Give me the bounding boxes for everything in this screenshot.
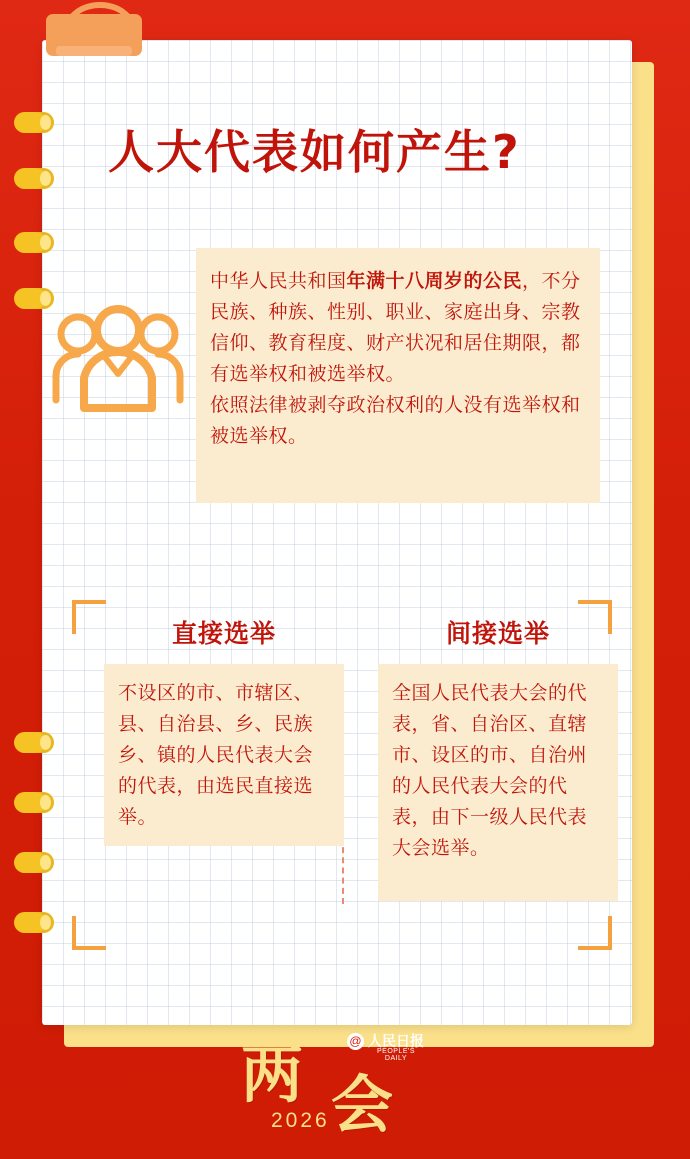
direct-election-column: [104, 614, 344, 846]
indirect-election-heading: 间接选举: [445, 619, 550, 648]
corner-bracket-top-left: [72, 600, 106, 634]
statement-line4: 财产状况和居住期限，都有选举权: [210, 332, 581, 385]
election-types-section: [72, 600, 612, 950]
direct-election-heading: 直接选举: [171, 619, 276, 648]
statement-line5: 和被选举权。: [288, 363, 406, 385]
paper-clip-bar: [56, 46, 132, 56]
spiral-ring: [14, 168, 54, 189]
corner-bracket-bottom-right: [578, 916, 612, 950]
publisher-badge: [347, 1031, 424, 1062]
spiral-ring: [14, 288, 54, 309]
publisher-name: 人民日报: [368, 1034, 424, 1050]
lianghui-char-2: 会: [331, 1068, 394, 1141]
spiral-ring: [14, 232, 54, 253]
indirect-election-column: [378, 614, 618, 901]
lianghui-logo: [235, 1025, 455, 1141]
statement-line1-prefix: 中华人民共和国: [210, 270, 347, 292]
indirect-election-body: [378, 664, 618, 901]
spiral-ring: [14, 112, 54, 133]
spiral-ring: [14, 732, 54, 753]
direct-election-text: 不设区的市、市辖区、县、自治县、乡、民族乡、镇的人民代表大会的代表，由选民直接选举。: [118, 682, 314, 828]
spiral-ring: [14, 792, 54, 813]
lianghui-year: 2026: [271, 1109, 330, 1132]
direct-election-body: [104, 664, 344, 846]
people-group-icon: [48, 300, 188, 420]
page-title: 人大代表如何产生?: [108, 125, 521, 179]
spiral-ring: [14, 852, 54, 873]
lianghui-char-1: 两: [241, 1038, 304, 1111]
statement-line1-highlight: 年满十八周岁的公: [346, 270, 503, 292]
spiral-ring: [14, 912, 54, 933]
publisher-name-en: PEOPLE'S DAILY: [376, 1048, 416, 1062]
at-icon: @: [347, 1033, 364, 1050]
statement-line3: 家庭出身、宗教信仰、教育程度、: [210, 301, 581, 354]
statement-line7: 举权和被选举权。: [210, 394, 581, 447]
main-statement-box: [196, 248, 600, 503]
statement-line2-rest: ，不分民族、种族、性别、职业、: [210, 270, 581, 323]
corner-bracket-bottom-left: [72, 916, 106, 950]
footer: [0, 1025, 690, 1145]
indirect-election-text: 全国人民代表大会的代表，省、自治区、直辖市、设区的市、自治州的人民代表大会的代表，由下一级人民代表大会选举。: [392, 682, 588, 859]
statement-line2-highlight: 民: [502, 270, 523, 292]
statement-line6: 依照法律被剥夺政治权利的人没有选: [210, 394, 523, 416]
